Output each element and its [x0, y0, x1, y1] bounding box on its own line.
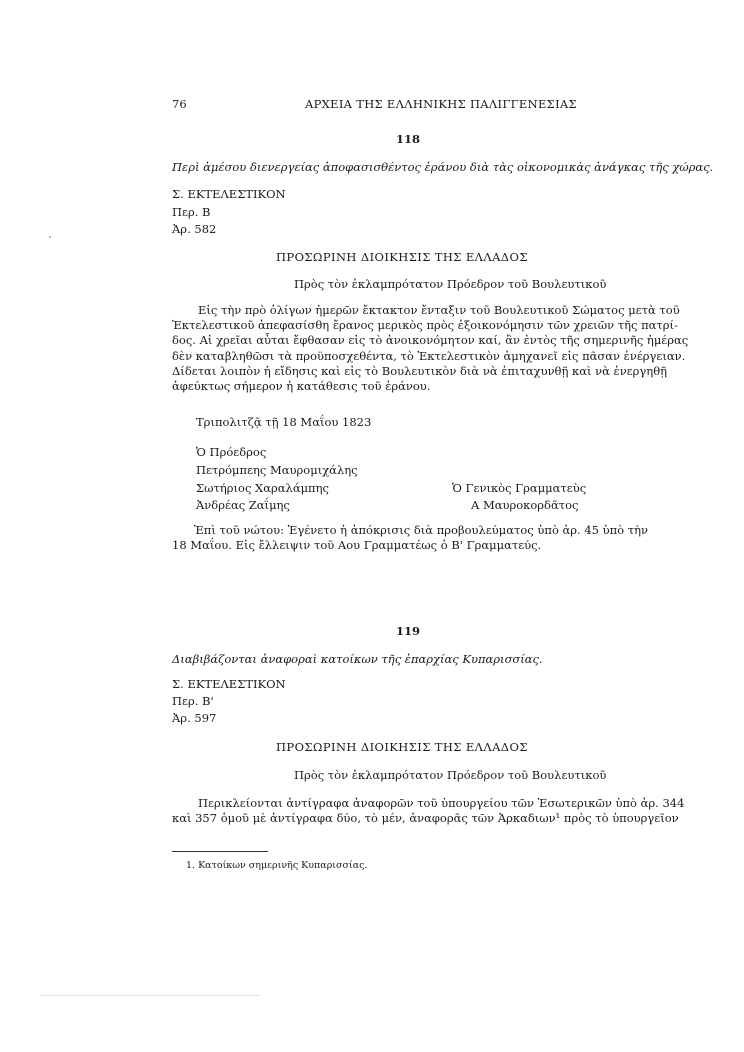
- body-line: δος. Αἱ χρεῖαι αὗται ἔφθασαν εἰς τὸ ἀνοικονόμητον καί, ἂν ἐντὸς τῆς σημερινῆς ἡμέρας: [172, 333, 689, 348]
- body-line: καὶ 357 ὁμοῦ μὲ ἀντίγραφα δύο, τὸ μέν, ἀναφορᾶς τῶν Ἀρκαδιων¹ πρὸς τὸ ὑπουργεῖον: [172, 811, 679, 826]
- footnote-rule: [172, 851, 268, 852]
- doc-118-heading: ΠΡΟΣΩΡΙΝΗ ΔΙΟΙΚΗΣΙΣ ΤΗΣ ΕΛΛΑΔΟΣ: [276, 250, 528, 264]
- body-line: δὲν καταβληθῶσι τὰ προϋποσχεθέντα, τὸ Ἐκτελεστικὸν ἀμηχανεῖ εἰς πᾶσαν ἐνέργειαν.: [172, 348, 686, 363]
- body-line: Εἰς τὴν πρὸ ὀλίγων ἡμερῶν ἔκτακτον ἔνταξιν τοῦ Βουλευτικοῦ Σώματος μετὰ τοῦ: [198, 303, 680, 317]
- doc-118-subject: Περὶ ἀμέσου διενεργείας ἀποφασισθέντος ἐράνου διὰ τὰς οἰκονομικὰς ἀνάγκας τῆς χώρας.: [172, 160, 714, 174]
- doc-118-number: 118: [396, 132, 421, 146]
- doc-119-sender-line: Περ. Β': [172, 694, 214, 708]
- doc-118-addressee: Πρὸς τὸν ἐκλαμπρότατον Πρόεδρον τοῦ Βουλευτικοῦ: [294, 277, 607, 291]
- doc-119-addressee: Πρὸς τὸν ἐκλαμπρότατον Πρόεδρον τοῦ Βουλευτικοῦ: [294, 768, 607, 782]
- signature-name: Ἀνδρέας Ζαΐμης: [196, 498, 290, 512]
- scan-edge-mark: [40, 995, 260, 996]
- body-line: Δίδεται λοιπὸν ἡ εἴδησις καὶ εἰς τὸ Βουλευτικὸν διὰ νὰ ἐπιταχυνθῇ καὶ νὰ ἐνεργηθῇ: [172, 363, 668, 378]
- note-line: Ἐπὶ τοῦ νώτου: Ἐγένετο ἡ ἀπόκρισις διὰ προβουλεύματος ὑπὸ ἀρ. 45 ὑπὸ τὴν: [194, 523, 649, 537]
- signature-name: Σωτήριος Χαραλάμπης: [196, 481, 329, 495]
- signature-name: Α Μαυροκορδᾶτος: [471, 498, 579, 512]
- doc-118-body: [172, 303, 689, 394]
- body-line: Περικλείονται ἀντίγραφα ἀναφορῶν τοῦ ὑπουργείου τῶν Ἐσωτερικῶν ὑπὸ ἀρ. 344: [198, 796, 685, 810]
- signature-name: Πετρόμπεης Μαυρομιχάλης: [196, 463, 358, 477]
- footnote: 1. Κατοίκων σημερινῆς Κυπαρισσίας.: [186, 860, 368, 871]
- scan-speck: [49, 236, 51, 238]
- doc-119-heading: ΠΡΟΣΩΡΙΝΗ ΔΙΟΙΚΗΣΙΣ ΤΗΣ ΕΛΛΑΔΟΣ: [276, 740, 528, 754]
- running-title: ΑΡΧΕΙΑ ΤΗΣ ΕΛΛΗΝΙΚΗΣ ΠΑΛΙΓΓΕΝΕΣΙΑΣ: [305, 97, 577, 111]
- doc-118-date-place: Τριπολιτζᾷ τῇ 18 Μαΐου 1823: [196, 415, 372, 429]
- doc-119-sender-line: Ἀρ. 597: [172, 711, 217, 725]
- body-line: ἀφεύκτως σήμερον ἡ κατάθεσις τοῦ ἐράνου.: [172, 379, 431, 394]
- doc-119-sender-line: Σ. ΕΚΤΕΛΕΣΤΙΚΟΝ: [172, 677, 286, 691]
- note-line: 18 Μαΐου. Εἰς ἔλλειψιν τοῦ Αου Γραμματέως ὁ Β' Γραμματεύς.: [172, 538, 542, 553]
- signature-president-title: Ὁ Πρόεδρος: [196, 445, 267, 459]
- doc-118-sender-line: Περ. Β: [172, 205, 211, 219]
- doc-119-subject: Διαβιβάζονται ἀναφοραὶ κατοίκων τῆς ἐπαρχίας Κυπαρισσίας.: [172, 652, 543, 666]
- doc-119-body: [172, 796, 685, 826]
- doc-118-back-note: [172, 523, 653, 553]
- signature-secretary-title: Ὁ Γενικὸς Γραμματεὺς: [452, 481, 587, 495]
- page-number: 76: [172, 97, 187, 111]
- doc-118-sender-line: Ἀρ. 582: [172, 222, 217, 236]
- doc-119-number: 119: [396, 624, 421, 638]
- doc-118-sender-line: Σ. ΕΚΤΕΛΕΣΤΙΚΟΝ: [172, 187, 286, 201]
- body-line: Ἐκτελεστικοῦ ἀπεφασίσθη ἔρανος μερικὸς πρὸς ἐξοικονόμησιν τῶν χρειῶν τῆς πατρί-: [172, 318, 678, 333]
